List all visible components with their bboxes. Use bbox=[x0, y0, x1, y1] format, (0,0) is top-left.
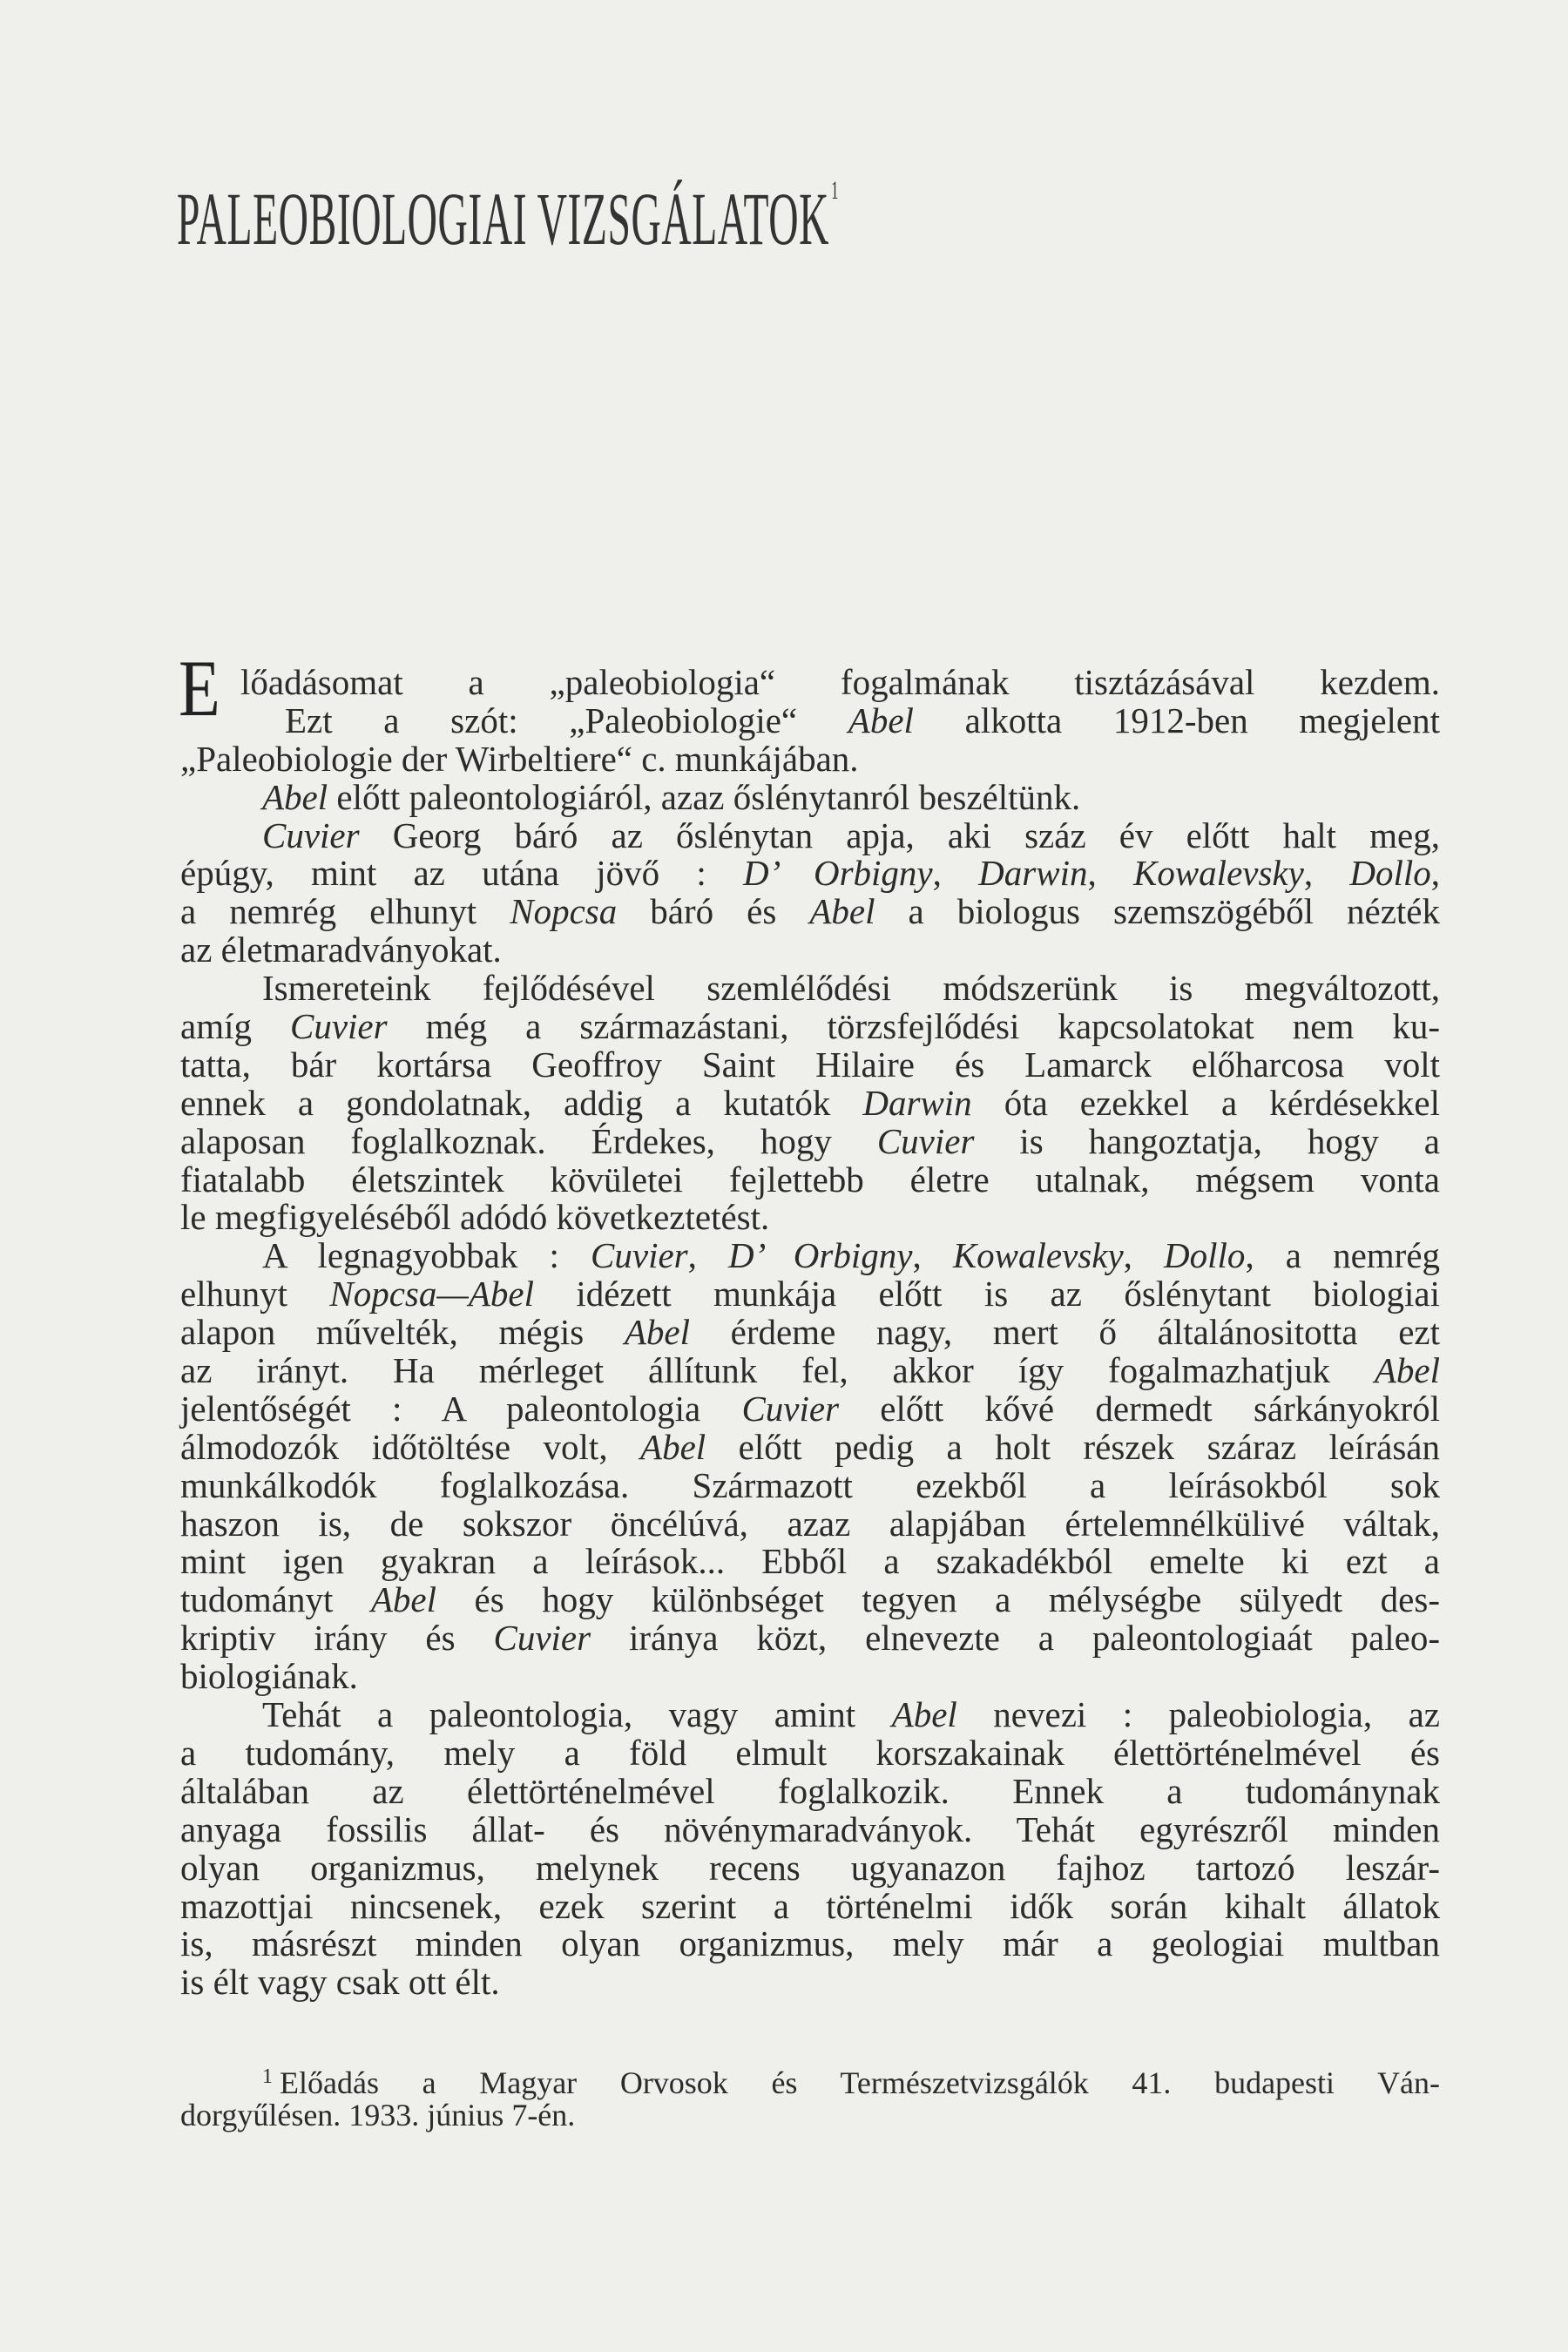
text-run: előtt paleontologiáról, azaz őslénytanról beszéltünk. bbox=[328, 776, 1081, 817]
text-line bbox=[180, 1885, 1440, 1926]
italic-name: Kowalevsky bbox=[1132, 853, 1304, 894]
text-line bbox=[180, 1464, 1440, 1505]
text-line bbox=[180, 740, 1440, 779]
footnote bbox=[180, 2058, 1440, 2134]
text-run: , bbox=[1430, 853, 1440, 894]
article-body bbox=[180, 664, 1440, 2002]
text-run: érdeme nagy, mert ő általánositotta ezt bbox=[690, 1312, 1440, 1353]
text-run: le megfigyeléséből adódó következtetést. bbox=[180, 1197, 770, 1238]
text-line bbox=[180, 664, 1440, 702]
text-run: , a nemrég bbox=[1245, 1235, 1441, 1276]
text-run: kriptiv irány és bbox=[180, 1618, 494, 1659]
text-line bbox=[180, 931, 1440, 970]
page-title bbox=[177, 175, 840, 260]
italic-name: D’ Orbigny bbox=[743, 853, 933, 894]
text-run: a nemrég elhunyt bbox=[180, 891, 510, 932]
text-line bbox=[180, 1849, 1440, 1888]
text-run: alkotta 1912-ben megjelent bbox=[913, 700, 1441, 740]
paragraph bbox=[180, 814, 1440, 970]
text-run: a tudomány, mely a föld elmult korszakainak élettörténelmével és bbox=[180, 1732, 1440, 1773]
paragraph bbox=[180, 1237, 1440, 1696]
text-line bbox=[180, 1658, 1440, 1696]
italic-name: D’ Orbigny bbox=[727, 1235, 913, 1276]
text-line bbox=[180, 1352, 1440, 1390]
text-line bbox=[180, 702, 1440, 740]
text-run: általában az élettörténelmével foglalkozik. Ennek a tudománynak bbox=[180, 1770, 1440, 1811]
text-run: , bbox=[1087, 853, 1133, 894]
italic-name: Abel bbox=[624, 1312, 691, 1353]
text-run: , bbox=[1123, 1235, 1165, 1276]
text-run: iránya közt, elnevezte a paleontologiaát paleo- bbox=[591, 1618, 1440, 1659]
drop-cap: E bbox=[179, 644, 220, 733]
text-line bbox=[180, 1314, 1440, 1352]
text-line bbox=[180, 1808, 1440, 1849]
text-line bbox=[180, 970, 1440, 1008]
text-line bbox=[180, 1581, 1440, 1619]
italic-name: Abel bbox=[848, 700, 914, 740]
text-line bbox=[180, 1120, 1440, 1161]
text-run: Ismereteink fejlődésével szemlélődési módszerünk is megváltozott, bbox=[262, 968, 1440, 1009]
text-line bbox=[180, 1963, 1440, 2002]
text-line bbox=[180, 776, 1440, 817]
text-run: és hogy különbséget tegyen a mélységbe sülyedt des- bbox=[436, 1579, 1440, 1620]
text-run: , bbox=[932, 853, 979, 894]
text-run: nevezi : paleobiologia, az bbox=[956, 1694, 1440, 1735]
text-run: álmodozók időtöltése volt, bbox=[180, 1426, 641, 1467]
italic-name: Abel bbox=[891, 1694, 957, 1735]
text-run: mint igen gyakran a leírások... Ebből a szakadékból emelte ki ezt a bbox=[180, 1541, 1440, 1582]
text-run: munkálkodók foglalkozása. Származott ezekből a leírásokból sok bbox=[180, 1464, 1440, 1505]
text-line bbox=[180, 1199, 1440, 1237]
text-run: elhunyt bbox=[180, 1274, 330, 1315]
text-run: alaposan foglalkoznak. Érdekes, hogy bbox=[180, 1120, 877, 1161]
footnote-text: dorgyűlésen. 1933. június 7-én. bbox=[180, 2097, 576, 2132]
text-line bbox=[180, 1390, 1440, 1429]
text-line bbox=[180, 1543, 1440, 1581]
text-run: biologiának. bbox=[180, 1656, 358, 1697]
text-run: ennek a gondolatnak, addig a kutatók bbox=[180, 1082, 863, 1123]
italic-name: Cuvier bbox=[741, 1388, 840, 1429]
italic-name: Dollo bbox=[1164, 1235, 1246, 1276]
text-run: is, másrészt minden olyan organizmus, mely már a geologiai multban bbox=[180, 1923, 1440, 1964]
text-run: óta ezekkel a kérdésekkel bbox=[971, 1082, 1440, 1123]
text-line bbox=[180, 1046, 1440, 1085]
text-run: Ezt a szót: „Paleobiologie“ bbox=[285, 700, 848, 740]
italic-name: Cuvier bbox=[591, 1235, 688, 1276]
italic-name: Abel bbox=[370, 1579, 437, 1620]
text-run: is hangoztatja, hogy a bbox=[974, 1120, 1440, 1161]
text-run: „Paleobiologie der Wirbeltiere“ c. munkájában. bbox=[180, 738, 859, 779]
italic-name: Nopcsa—Abel bbox=[329, 1274, 534, 1315]
text-run: a biologus szemszögéből nézték bbox=[875, 891, 1440, 932]
text-line bbox=[180, 1734, 1440, 1773]
text-run: tatta, bár kortársa Geoffroy Saint Hilaire és Lamarck előharcosa volt bbox=[180, 1044, 1440, 1085]
italic-name: Abel bbox=[1374, 1350, 1440, 1391]
text-line bbox=[180, 1925, 1440, 1963]
text-line bbox=[180, 1426, 1440, 1467]
footnote-marker: 1 bbox=[262, 2065, 273, 2088]
title-text: PALEOBIOLOGIAI VIZSGÁLATOK bbox=[177, 176, 829, 260]
title-footnote-marker: 1 bbox=[831, 175, 840, 205]
text-run: anyaga fossilis állat- és növénymaradványok. Tehát egyrészről minden bbox=[180, 1808, 1440, 1849]
text-run: báró és bbox=[617, 891, 810, 932]
text-line bbox=[180, 1619, 1440, 1658]
text-line bbox=[180, 1770, 1440, 1811]
text-run: előtt kővé dermedt sárkányokról bbox=[839, 1388, 1440, 1429]
italic-name: Cuvier bbox=[876, 1120, 975, 1161]
text-run: az életmaradványokat. bbox=[180, 929, 502, 970]
text-run: épúgy, mint az utána jövő : bbox=[180, 853, 743, 894]
text-run: A legnagyobbak : bbox=[262, 1235, 591, 1276]
footnote-text: Előadás a Magyar Orvosok és Természetvizsgálók 41. budapesti Ván- bbox=[280, 2065, 1440, 2100]
footnote-line bbox=[180, 2096, 1440, 2134]
text-run: alapon művelték, mégis bbox=[180, 1312, 625, 1353]
paragraph bbox=[180, 776, 1440, 817]
italic-name: Dollo bbox=[1349, 853, 1431, 894]
text-line bbox=[180, 814, 1440, 855]
italic-name: Nopcsa bbox=[510, 891, 618, 932]
text-run: mazottjai nincsenek, ezek szerint a történelmi idők során kihalt állatok bbox=[180, 1885, 1440, 1926]
italic-name: Cuvier bbox=[289, 1006, 388, 1047]
italic-name: Darwin bbox=[978, 853, 1088, 894]
paragraph bbox=[180, 970, 1440, 1237]
italic-name: Cuvier bbox=[262, 814, 360, 855]
text-line bbox=[180, 1161, 1440, 1200]
text-run: fiatalabb életszintek kövületei fejlettebb életre utalnak, mégsem vonta bbox=[180, 1159, 1440, 1200]
text-run: előtt pedig a holt részek száraz leírásán bbox=[706, 1426, 1440, 1467]
italic-name: Abel bbox=[262, 776, 328, 817]
text-line bbox=[180, 1082, 1440, 1123]
text-run: még a származástani, törzsfejlődési kapcsolatokat nem ku- bbox=[387, 1006, 1441, 1047]
text-run: az irányt. Ha mérleget állítunk fel, akkor így fogalmazhatjuk bbox=[180, 1350, 1375, 1391]
text-run: , bbox=[912, 1235, 953, 1276]
text-run: amíg bbox=[180, 1006, 290, 1047]
footnote-line bbox=[180, 2058, 1440, 2100]
italic-name: Abel bbox=[640, 1426, 706, 1467]
text-line bbox=[180, 1008, 1440, 1046]
text-line bbox=[180, 1237, 1440, 1275]
text-run: lőadásomat a „paleobiologia“ fogalmának tisztázásával kezdem. bbox=[240, 662, 1440, 702]
text-run: Tehát a paleontologia, vagy amint bbox=[262, 1694, 892, 1735]
text-run: haszon is, de sokszor öncélúvá, azaz alapjában értelemnélkülivé váltak, bbox=[180, 1503, 1440, 1544]
text-run: olyan organizmus, melynek recens ugyanazon fajhoz tartozó leszár- bbox=[180, 1847, 1440, 1888]
italic-name: Kowalevsky bbox=[952, 1235, 1124, 1276]
paragraph bbox=[180, 1696, 1440, 2002]
text-run: , bbox=[687, 1235, 728, 1276]
text-line bbox=[180, 893, 1440, 931]
paragraph bbox=[180, 664, 1440, 779]
text-run: jelentőségét : A paleontologia bbox=[180, 1388, 742, 1429]
text-run: idézett munkája előtt is az őslénytant biologiai bbox=[533, 1274, 1440, 1315]
italic-name: Darwin bbox=[862, 1082, 972, 1123]
text-run: tudományt bbox=[180, 1579, 371, 1620]
text-run: , bbox=[1303, 853, 1350, 894]
text-line bbox=[180, 1505, 1440, 1544]
text-line bbox=[180, 1696, 1440, 1734]
italic-name: Abel bbox=[809, 891, 875, 932]
italic-name: Cuvier bbox=[493, 1618, 591, 1659]
text-run: Georg báró az őslénytan apja, aki száz év előtt halt meg, bbox=[359, 814, 1440, 855]
text-line bbox=[180, 855, 1440, 893]
text-line bbox=[180, 1275, 1440, 1314]
text-run: is élt vagy csak ott élt. bbox=[180, 1962, 500, 2003]
